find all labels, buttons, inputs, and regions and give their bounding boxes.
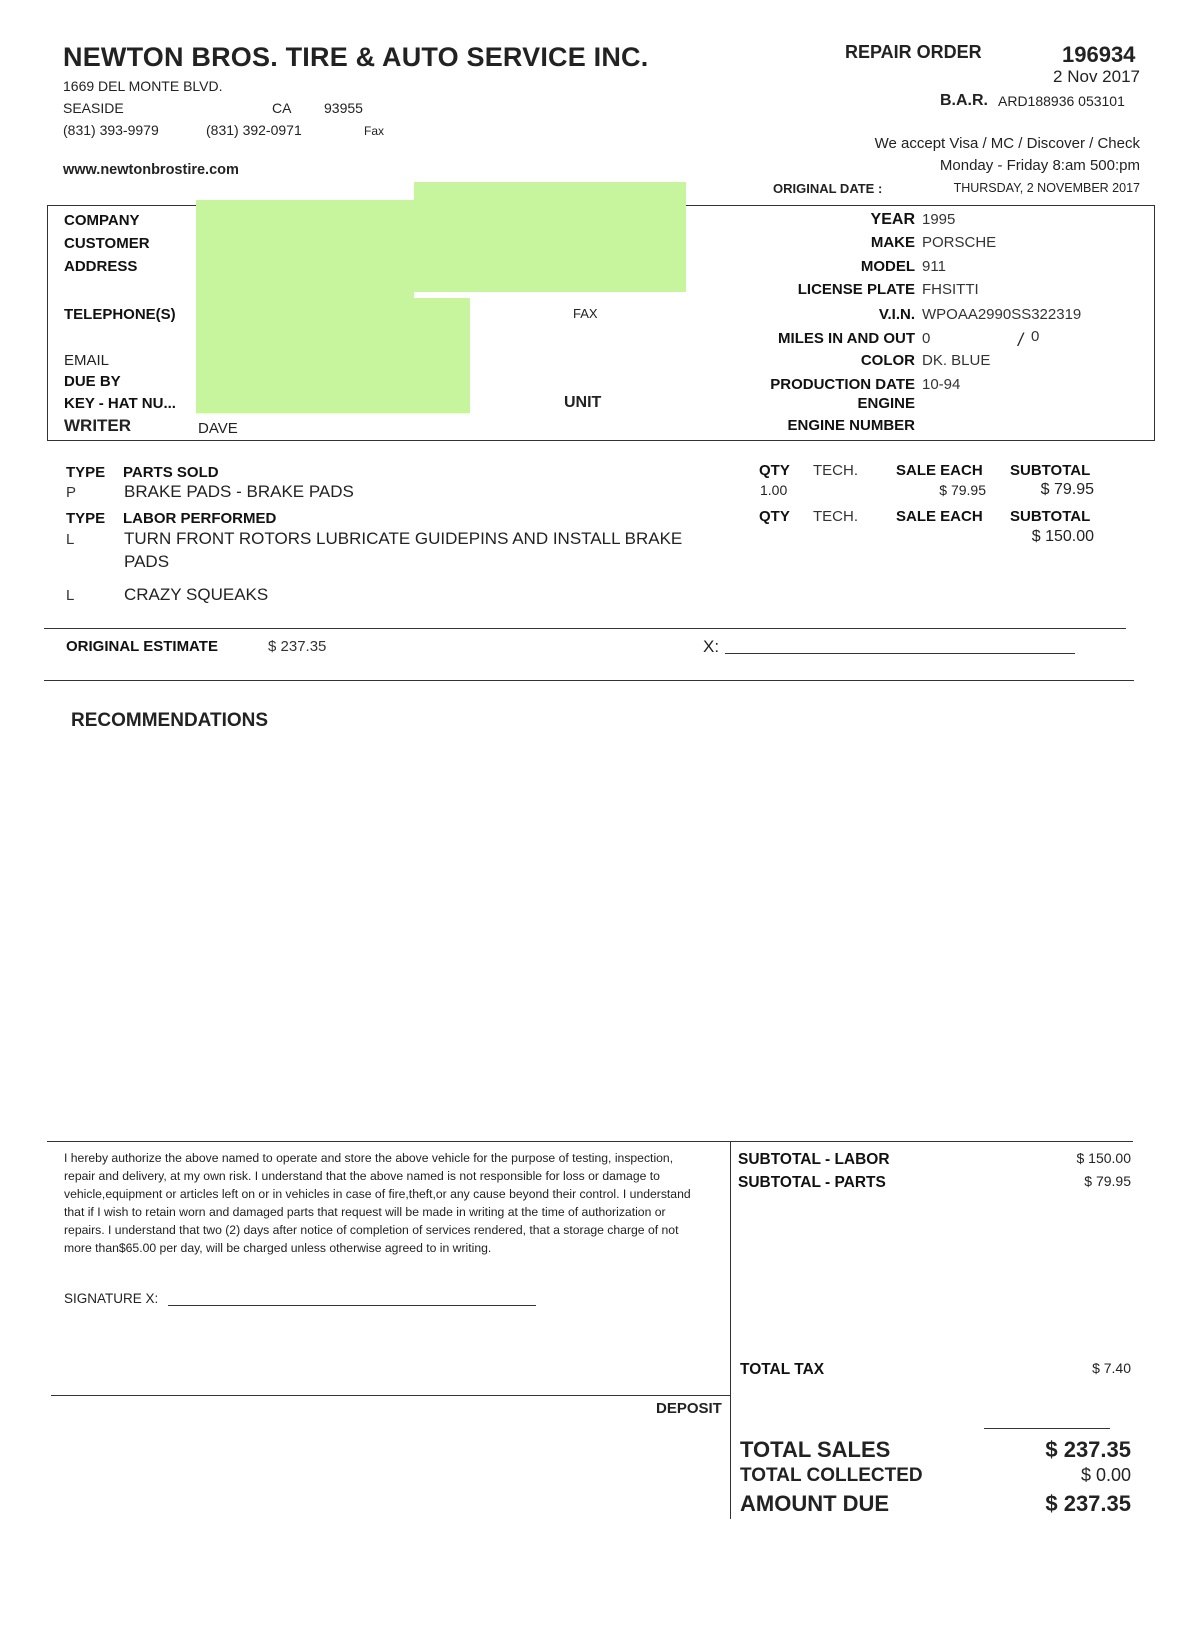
shop-fax-number: (831) 392-0971 <box>206 122 302 138</box>
signature-line[interactable] <box>168 1305 536 1306</box>
order-date: 2 Nov 2017 <box>1053 67 1140 86</box>
divider <box>44 628 1126 629</box>
shop-website[interactable]: www.newtonbrostire.com <box>63 162 239 178</box>
parts-qty-header: QTY <box>759 462 790 479</box>
payment-methods: We accept Visa / MC / Discover / Check <box>874 135 1140 152</box>
part-description: BRAKE PADS - BRAKE PADS <box>124 482 354 501</box>
bar-label: B.A.R. <box>940 92 988 109</box>
parts-type-header: TYPE <box>66 464 106 481</box>
unit-label: UNIT <box>564 394 602 411</box>
labor-qty-header: QTY <box>759 508 790 525</box>
total-rule <box>984 1428 1110 1429</box>
address-label: ADDRESS <box>64 258 138 275</box>
shop-city: SEASIDE <box>63 100 124 116</box>
company-label: COMPANY <box>64 212 140 229</box>
color-label: COLOR <box>860 352 915 369</box>
shop-zip: 93955 <box>324 100 363 116</box>
subtotal-parts-value: $ 79.95 <box>1084 1173 1131 1189</box>
engine-label: ENGINE <box>857 395 915 412</box>
color-value: DK. BLUE <box>922 352 991 369</box>
subtotal-labor-label: SUBTOTAL - LABOR <box>738 1151 890 1168</box>
parts-subtotal-header: SUBTOTAL <box>1010 462 1091 479</box>
license-plate-value: FHSITTI <box>922 281 979 298</box>
amount-due-value: $ 237.35 <box>1045 1491 1131 1516</box>
engine-number-label: ENGINE NUMBER <box>787 417 915 434</box>
bar-number: ARD188936 053101 <box>998 93 1125 109</box>
total-collected-value: $ 0.00 <box>1080 1465 1131 1485</box>
make-value: PORSCHE <box>922 234 997 251</box>
total-sales-value: $ 237.35 <box>1045 1437 1131 1462</box>
subtotal-labor-value: $ 150.00 <box>1076 1150 1131 1166</box>
divider <box>44 680 1134 681</box>
part-qty: 1.00 <box>760 482 788 498</box>
miles-in-value: 0 <box>922 330 931 347</box>
part-type: P <box>66 484 77 501</box>
labor-description-line1: CRAZY SQUEAKS <box>124 585 269 604</box>
estimate-value: $ 237.35 <box>268 638 327 655</box>
business-hours: Monday - Friday 8:am 500:pm <box>939 157 1140 174</box>
labor-type: L <box>66 531 75 548</box>
labor-description-line1: TURN FRONT ROTORS LUBRICATE GUIDEPINS AND INSTALL BRAKE <box>124 529 683 548</box>
recommendations-title: RECOMMENDATIONS <box>71 710 269 731</box>
labor-type-header: TYPE <box>66 510 106 527</box>
labor-description-line2: PADS <box>124 552 170 571</box>
total-tax-value: $ 7.40 <box>1092 1360 1131 1376</box>
subtotal-parts-label: SUBTOTAL - PARTS <box>738 1174 886 1191</box>
shop-street: 1669 DEL MONTE BLVD. <box>63 78 223 94</box>
redaction-patch <box>414 182 686 292</box>
column-divider <box>730 1141 731 1519</box>
part-subtotal: $ 79.95 <box>1040 481 1094 498</box>
parts-tech-header: TECH. <box>813 462 858 479</box>
vin-value: WPOAA2990SS322319 <box>922 306 1082 323</box>
shop-state: CA <box>272 100 292 116</box>
year-value: 1995 <box>922 211 956 228</box>
license-plate-label: LICENSE PLATE <box>797 281 915 298</box>
customer-label: CUSTOMER <box>64 235 150 252</box>
estimate-signature-prefix: X: <box>703 637 720 656</box>
order-title: REPAIR ORDER <box>845 42 982 62</box>
due-by-label: DUE BY <box>64 373 121 390</box>
estimate-signature-line[interactable] <box>725 653 1075 654</box>
labor-sale-header: SALE EACH <box>896 508 983 525</box>
divider <box>47 1141 1133 1142</box>
shop-fax-label: Fax <box>364 124 385 138</box>
shop-name: NEWTON BROS. TIRE & AUTO SERVICE INC. <box>63 42 649 72</box>
parts-section-header: PARTS SOLD <box>123 464 219 481</box>
writer-value: DAVE <box>198 420 238 437</box>
total-sales-label: TOTAL SALES <box>740 1437 891 1462</box>
shop-phone: (831) 393-9979 <box>63 122 159 138</box>
writer-label: WRITER <box>64 416 132 435</box>
order-number: 196934 <box>1062 42 1136 67</box>
labor-subtotal: $ 150.00 <box>1031 528 1094 545</box>
labor-tech-header: TECH. <box>813 508 858 525</box>
make-label: MAKE <box>870 234 915 251</box>
total-tax-label: TOTAL TAX <box>740 1361 825 1378</box>
telephone-label: TELEPHONE(S) <box>64 306 176 323</box>
production-date-value: 10-94 <box>922 376 961 393</box>
miles-label: MILES IN AND OUT <box>778 330 915 347</box>
labor-type: L <box>66 587 75 604</box>
year-label: YEAR <box>870 211 915 228</box>
production-date-label: PRODUCTION DATE <box>770 376 915 393</box>
original-date-label: ORIGINAL DATE : <box>773 181 883 196</box>
model-label: MODEL <box>860 258 915 275</box>
estimate-label: ORIGINAL ESTIMATE <box>66 638 218 655</box>
original-date: THURSDAY, 2 NOVEMBER 2017 <box>953 181 1140 195</box>
signature-label: SIGNATURE X: <box>64 1291 159 1306</box>
vin-label: V.I.N. <box>878 306 915 323</box>
email-label: EMAIL <box>64 352 110 369</box>
miles-separator: / <box>1018 330 1024 350</box>
miles-out-value: 0 <box>1031 328 1040 345</box>
divider <box>51 1395 731 1396</box>
amount-due-label: AMOUNT DUE <box>740 1491 890 1516</box>
parts-sale-header: SALE EACH <box>896 462 983 479</box>
labor-subtotal-header: SUBTOTAL <box>1010 508 1091 525</box>
key-label: KEY - HAT NU... <box>64 395 176 412</box>
total-collected-label: TOTAL COLLECTED <box>740 1465 923 1486</box>
deposit-label: DEPOSIT <box>656 1400 722 1417</box>
redaction-patch <box>196 298 470 413</box>
redaction-patch <box>196 200 414 298</box>
fax-label: FAX <box>573 306 598 321</box>
labor-section-header: LABOR PERFORMED <box>123 510 277 527</box>
model-value: 911 <box>922 258 946 275</box>
part-sale-each: $ 79.95 <box>939 482 986 498</box>
authorization-text: I hereby authorize the above named to operate and store the above vehicle for the purpose of testing, inspection, repair and delivery, at my own risk. I understand that the above named is not responsible for loss or damage to vehicle,equipment or articles left on or in vehicles in case of fire,theft,or any cause beyond their control. I understand that if I wish to retain worn and damaged parts that request will be made in writing at the time of authorization or repairs. I understand that two (2) days after notice of completion of services rendered, that a storage charge of not more than$65.00 per day, will be charged unless otherwise agreed to in writing. <box>64 1151 691 1255</box>
